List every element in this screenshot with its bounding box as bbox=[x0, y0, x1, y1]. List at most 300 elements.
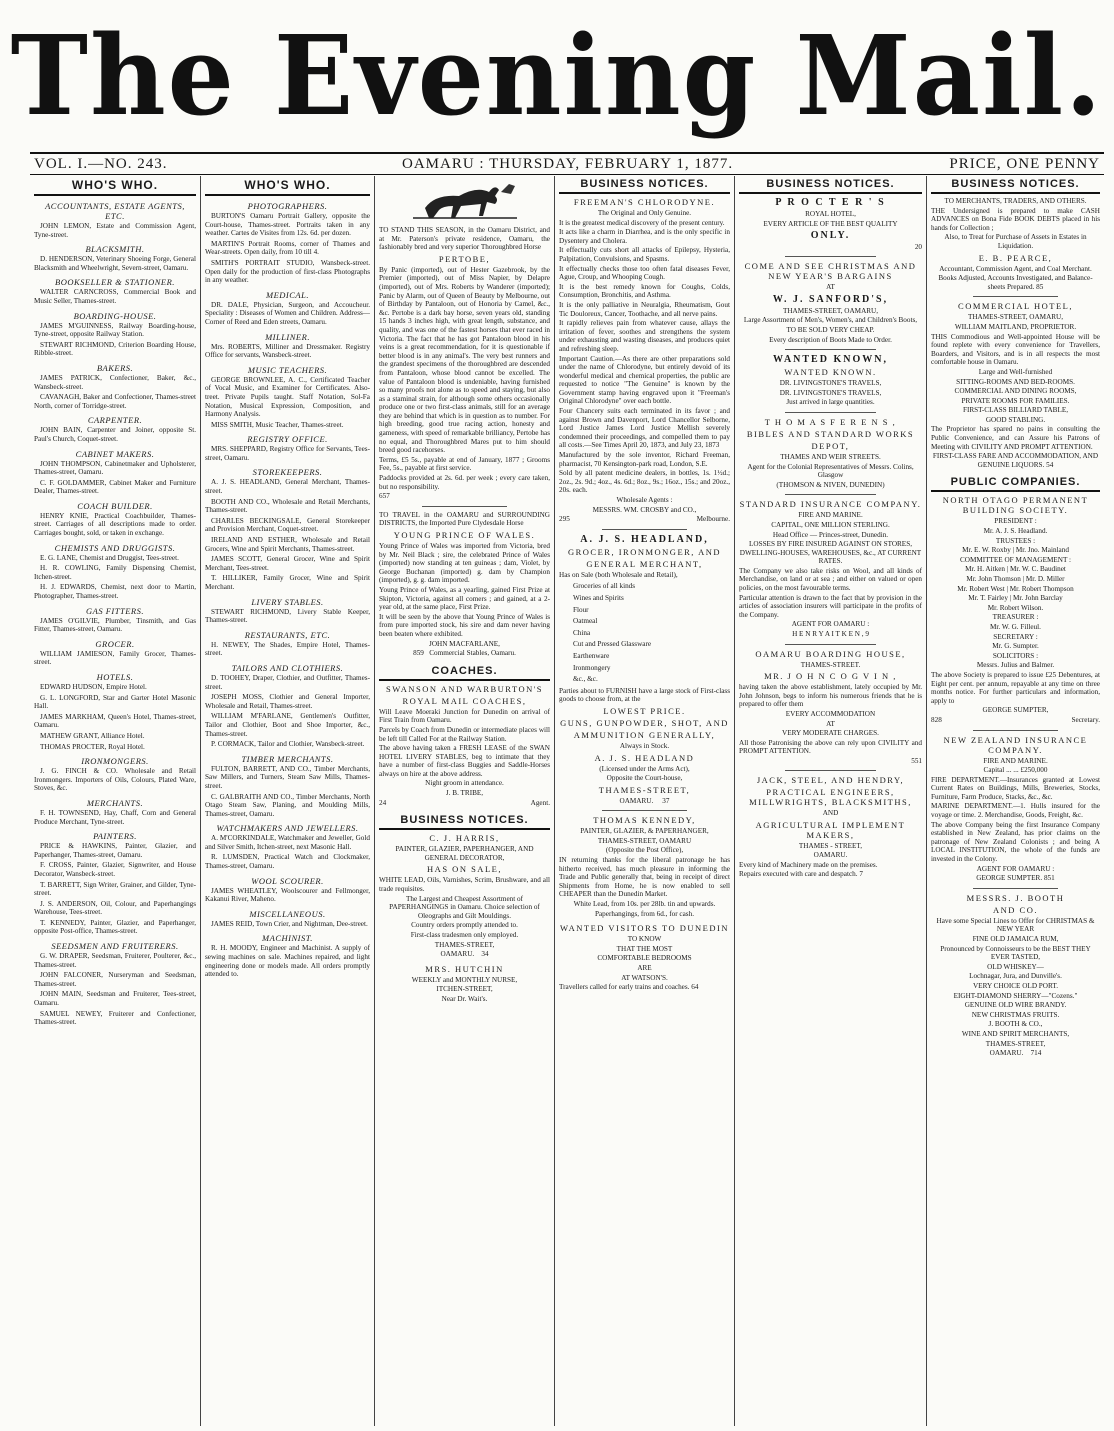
list-item: H. NEWEY, The Shades, Empire Hotel, Thames-street. bbox=[205, 640, 370, 658]
ad-footer bbox=[931, 716, 1100, 725]
list-item: G. W. DRAPER, Seedsman, Fruiterer, Poulterer, &c., Thames-street. bbox=[34, 952, 196, 969]
list-item: JOHN THOMPSON, Cabinetmaker and Upholsterer, Thames-street, Oamaru. bbox=[34, 459, 196, 477]
column-business-notices-2 bbox=[734, 176, 926, 1426]
ad-body: Paperhangings, from 6d., for cash. bbox=[594, 909, 694, 918]
section-heading: BAKERS. bbox=[96, 362, 134, 373]
ad-freeman-chlorodyne bbox=[559, 197, 730, 524]
section-heading: MACHINIST. bbox=[262, 933, 313, 944]
section-heading: IRONMONGERS. bbox=[81, 756, 149, 767]
divider bbox=[973, 730, 1058, 731]
ad-body: Mr. A. J. S. Headland. bbox=[983, 527, 1048, 536]
ad-jack-steel-hendry bbox=[739, 775, 922, 879]
ad-body: Wholesale Agents : bbox=[616, 496, 673, 504]
ad-subheading: PAINTER, GLAZIER, PAPERHANGER, AND GENERAL DECORATOR, bbox=[395, 845, 534, 862]
ad-heading: E. B. PEARCE, bbox=[978, 252, 1053, 263]
ad-body: Parties about to FURNISH have a large stock of First-class goods to choose from, at the bbox=[559, 686, 730, 704]
ad-town: OAMARU. bbox=[989, 1049, 1024, 1058]
list-item: R. H. MOODY, Engineer and Machinist. A supply of sewing machines on sale. Machines repaired, and light engineering done or models made. All orders promptly attended to. bbox=[205, 944, 370, 979]
ad-body: FIRST-CLASS BILLIARD TABLE, bbox=[962, 406, 1069, 415]
ad-body: Large Assortment of Men's, Women's, and Children's Boots, bbox=[743, 316, 918, 325]
ad-heading: MRS. HUTCHIN bbox=[425, 963, 504, 974]
ad-body: SITTING-ROOMS AND BED-ROOMS. bbox=[956, 377, 1075, 386]
list-item: JAMES M'GUINNESS, Railway Boarding-house, Tyne-street, opposite Railway Station. bbox=[34, 321, 196, 339]
ad-body: Mr. Robert West | Mr. Robert Thompson bbox=[957, 584, 1074, 593]
ad-body: THAMES-STREET, bbox=[985, 1039, 1046, 1048]
list-item: H. J. EDWARDS, Chemist, next door to Martin, Photographer, Thames-street. bbox=[34, 583, 196, 601]
ad-body: TO BE SOLD VERY CHEAP. bbox=[786, 325, 875, 334]
list-item: GEORGE BROWNLEE, A. C., Certificated Teacher of Vocal Music, and Examiner for Certificates. Also-treet. Private Pupils taught. Staff Notation, Sol-Fa Notation, Musical Expression, Composition, and Harmony Analysis. bbox=[205, 375, 370, 419]
ad-heading: AND CO. bbox=[993, 904, 1038, 915]
ad-coaches bbox=[379, 684, 550, 808]
ad-body: NEW CHRISTMAS FRUITS. bbox=[971, 1010, 1060, 1019]
ad-body: THE Undersigned is prepared to make CASH ADVANCES on Bona Fide BOOK DEBTS placed in his hands for Collection ; bbox=[931, 206, 1100, 232]
ad-address bbox=[379, 649, 550, 658]
section-heading: SEEDSMEN AND FRUITERERS. bbox=[51, 941, 179, 952]
ad-number: 657 bbox=[379, 492, 390, 501]
list-item: Mrs. ROBERTS, Milliner and Dressmaker. Registry Office for servants, Wansbeck-street. bbox=[205, 342, 370, 360]
ad-body: Mr. John Thomson | Mr. D. Miller bbox=[966, 575, 1065, 583]
ad-number: 7 bbox=[859, 870, 863, 879]
ad-body: MESSRS. WM. CROSBY and CO., bbox=[592, 505, 697, 514]
ad-body: Important Caution.—As there are other preparations sold under the name of Chlorodyne, but entirely devoid of its wonderful medical and chemical properties, the public are requested to notice "The Genuine" is known by the Government stamp having engraved upon it "Freeman's Original Chlorodyne" over each bottle. bbox=[559, 354, 730, 406]
ad-body: AT bbox=[826, 283, 835, 292]
list-item: MISS SMITH, Music Teacher, Thames-street. bbox=[211, 420, 344, 429]
ad-paddocks: Paddocks provided at 2s. 6d. per week ; every care taken, but no responsibility. bbox=[379, 474, 550, 491]
list-item: STEWART RICHMOND, Livery Stable Keeper, Thames-street. bbox=[205, 607, 370, 625]
list-item: H. R. COWLING, Family Dispensing Chemist, Itchen-street. bbox=[34, 564, 196, 581]
ad-body: THAMES-STREET, OAMARU, bbox=[782, 306, 879, 315]
column-business-notices-3 bbox=[926, 176, 1104, 1426]
ad-heading: OAMARU BOARDING HOUSE, bbox=[755, 648, 906, 659]
ad-body: MARINE DEPARTMENT.—1. Hulls insured for the voyage or time. 2. Merchandise, Goods, Freight, &c. bbox=[931, 802, 1100, 820]
ad-body: GEORGE SUMPTER, bbox=[982, 706, 1049, 715]
ad-body: Every description of Boots Made to Order. bbox=[769, 335, 892, 344]
ad-body: FINE OLD JAMAICA RUM, bbox=[972, 935, 1059, 943]
list-item: WILLIAM JAMIESON, Family Grocer, Thames-street. bbox=[34, 649, 196, 667]
list-item: J. G. FINCH & CO. Wholesale and Retail Ironmongers. Importers of Oils, Colours, Plated Ware, Stoves, &c. bbox=[34, 767, 196, 793]
ad-body: TRUSTEES : bbox=[995, 536, 1036, 545]
goods-list bbox=[559, 582, 730, 683]
ad-body: WILLIAM MAITLAND, PROPRIETOR. bbox=[954, 322, 1077, 331]
ad-body: AGENT FOR OAMARU : bbox=[976, 864, 1055, 873]
ad-body: AT WATSON'S. bbox=[621, 973, 668, 982]
list-item: A. J. S. HEADLAND, General Merchant, Thames-street. bbox=[205, 478, 370, 496]
list-item: MARTIN'S Portrait Rooms, corner of Thames and Wear-streets. Open daily, from 10 till 4. bbox=[205, 239, 370, 257]
column-heading: BUSINESS NOTICES. bbox=[559, 176, 730, 194]
list-item: G. L. LONGFORD, Star and Garter Hotel Masonic Hall. bbox=[34, 693, 196, 711]
ad-body: The Company we also take risks on Wool, and all kinds of Merchandise, on land or at sea ; and either on valued or open policies, on the most favourable terms. bbox=[739, 566, 922, 593]
ad-heading: TO MERCHANTS, TRADERS, AND OTHERS. bbox=[944, 197, 1087, 205]
ad-body: having taken the above establishment, lately occupied by Mr. John Johnson, begs to inform his numerous friends that he is prepared to offer them bbox=[739, 683, 922, 709]
ad-body-text: Books Adjusted, Accounts Investigated, and Balance-sheets Prepared. bbox=[938, 274, 1093, 291]
ad-town: OAMARU. bbox=[440, 950, 475, 959]
ad-heading: P R O C T E R ' S bbox=[775, 197, 886, 208]
ad-intro: TO TRAVEL in the OAMARU and SURROUNDING DISTRICTS, the Imported Pure Clydesdale Horse bbox=[379, 510, 550, 528]
ad-heading: AMMUNITION GENERALLY, bbox=[573, 729, 716, 740]
ad-body: GOOD STABLING. bbox=[985, 415, 1046, 424]
list-item: JOHN FALCONER, Nurseryman and Seedsman, Thames-street. bbox=[34, 971, 196, 988]
ad-body: Has on Sale (both Wholesale and Retail), bbox=[559, 570, 678, 579]
ad-heading: THOMAS KENNEDY, bbox=[593, 815, 696, 826]
ad-footer bbox=[559, 983, 730, 992]
ad-body: Mr. G. Sumpter. bbox=[992, 642, 1039, 651]
column-heading: WHO'S WHO. bbox=[205, 176, 370, 196]
ad-body: Have some Special Lines to Offer for CHRISTMAS & NEW YEAR bbox=[936, 916, 1095, 934]
list-item: JAMES SCOTT, General Grocer, Wine and Spirit Merchant, Tees-street. bbox=[205, 555, 370, 572]
ad-body bbox=[931, 1049, 1100, 1058]
ad-body: The Largest and Cheapest Assortment of PAPERHANGINGS in Oamaru. Choice selection of Oleographs and Gilt Mouldings. bbox=[389, 894, 540, 920]
ad-body: OLD WHISKEY— bbox=[987, 962, 1044, 971]
ad-body: Messrs. Julius and Balmer. bbox=[976, 661, 1055, 670]
ad-body: Parcels by Coach from Dunedin or intermediate places will be left till Called For at the Railway Station. bbox=[379, 725, 550, 743]
section-heading: ACCOUNTANTS, ESTATE AGENTS, ETC. bbox=[45, 201, 185, 221]
list-item: T. KENNEDY, Painter, Glazier, and Paperhanger, opposite Post-office, Thames-street. bbox=[34, 918, 196, 936]
ad-body: Four Chancery suits each terminated in its favor ; and against Brown and Davenport, Lord Chancellor Selborne, Lord Justice James Lord Justice Mellish severely condemned their proceedings, and compelled them to pay all costs.—See Times April 20, 1873, and July 23, 1873 bbox=[559, 407, 730, 450]
ad-subheading: (Opposite the Post Office), bbox=[605, 846, 684, 855]
ad-heading: GROCER, IRONMONGER, AND bbox=[567, 546, 722, 557]
divider bbox=[785, 770, 877, 771]
list-item: SAMUEL NEWEY, Fruiterer and Confectioner, Thames-street. bbox=[34, 1009, 196, 1027]
ad-booth bbox=[931, 893, 1100, 1058]
section-heading: PHOTOGRAPHERS. bbox=[247, 201, 328, 211]
ad-number: 54 bbox=[1046, 460, 1054, 469]
ad-body: Mr. Robert Wilson. bbox=[987, 603, 1044, 612]
ad-heading: COMMERCIAL HOTEL, bbox=[958, 301, 1073, 312]
ad-intro: TO STAND THIS SEASON, in the Oamaru District, and at Mr. Paterson's private residence, Oamaru, the fashionably bred and very superior Thoroughbred Horse bbox=[379, 226, 550, 252]
section-heading: REGISTRY OFFICE. bbox=[247, 434, 328, 445]
ad-body: Manufactured by the sole inventor, Richard Freeman, pharmacist, 70 Kensington-park road, London, S.E. bbox=[559, 451, 730, 468]
ad-body: THAMES-STREET. bbox=[800, 660, 861, 669]
ad-body: Every kind of Machinery made on the premises. bbox=[739, 860, 878, 869]
ad-body: First-class tradesmen only employed. bbox=[410, 931, 519, 939]
ad-standard-insurance bbox=[739, 499, 922, 638]
list-item: D. HENDERSON, Veterinary Shoeing Forge, General Blacksmith and Wheelwright, Severn-street, Oamaru. bbox=[34, 255, 196, 272]
list-item: DR. DALE, Physician, Surgeon, and Accoucheur. Speciality : Diseases of Women and Children. Address—Corner of Reed and Eden streets, Oamaru. bbox=[205, 300, 370, 326]
list-item: BURTON'S Oamaru Portrait Gallery, opposite the Court-house, Thames-street. Portraits taken in any weather. Cartes de Visites from 12s. 6d. per dozen. bbox=[205, 212, 370, 238]
ad-heading: FREEMAN'S CHLORODYNE. bbox=[573, 197, 716, 207]
ad-body: Agent for the Colonial Representatives of Messrs. Colins, Glasgow bbox=[747, 462, 914, 480]
ad-body: EVERY ARTICLE OF THE BEST QUALITY bbox=[763, 219, 898, 228]
list-item: STEWART RICHMOND, Criterion Boarding House, Ribble-street. bbox=[34, 340, 196, 358]
ad-sanford bbox=[739, 261, 922, 344]
list-item: PRICE & HAWKINS, Painter, Glazier, and Paperhanger, Thames-street, Oamaru. bbox=[34, 842, 196, 859]
divider bbox=[785, 494, 877, 495]
price: PRICE, ONE PENNY bbox=[949, 156, 1100, 172]
ad-body: Travellers called for early trains and coaches. bbox=[559, 983, 690, 992]
section-heading: WOOL SCOURER. bbox=[251, 875, 324, 886]
section-heading: MUSIC TEACHERS. bbox=[247, 364, 328, 375]
ad-footer bbox=[739, 870, 922, 879]
ad-body: White Lead, from 10s. per 28lb. tin and upwards. bbox=[573, 900, 716, 909]
list-item: F. H. TOWNSEND, Hay, Chaff, Corn and General Produce Merchant, Tyne-street. bbox=[34, 808, 196, 826]
ad-body: Mr. H. Aitken | Mr. W. C. Baudinet bbox=[965, 565, 1066, 574]
column-whos-who-2 bbox=[200, 176, 374, 1426]
list-item: E. G. LANE, Chemist and Druggist, Tees-street. bbox=[40, 553, 179, 562]
section-heading-coaches: COACHES. bbox=[379, 663, 550, 681]
ad-body: COMFORTABLE BEDROOMS bbox=[597, 954, 692, 963]
ad-pearce bbox=[931, 197, 1100, 291]
list-item: FULTON, BARRETT, AND CO., Timber Merchants, Saw Millers, and Turners, Steam Saw Mills, Thames-street. bbox=[205, 764, 370, 790]
ad-heading: COME AND SEE CHRISTMAS AND NEW YEAR'S BARGAINS bbox=[744, 261, 917, 282]
ad-body: Also, to Treat for Purchase of Assets in Estates in Liquidation. bbox=[944, 233, 1087, 250]
ad-headland bbox=[559, 534, 730, 806]
section-heading-public-companies: PUBLIC COMPANIES. bbox=[931, 474, 1100, 492]
column-stud-and-coaches bbox=[374, 176, 554, 1426]
ad-body: It effectually cuts short all attacks of Epilepsy, Hysteria, Palpitation, Convulsions, and Spasms. bbox=[559, 246, 730, 263]
ad-body: Near Dr. Wait's. bbox=[441, 994, 488, 1003]
ad-body bbox=[559, 797, 730, 806]
horse-name: YOUNG PRINCE OF WALES. bbox=[393, 530, 536, 540]
ad-heading: AGRICULTURAL IMPLEMENT MAKERS, bbox=[755, 819, 906, 840]
section-heading: MISCELLANEOUS. bbox=[249, 908, 326, 919]
divider bbox=[785, 412, 877, 413]
ad-body: Capital ... ... £250,000 bbox=[983, 766, 1048, 775]
list-item: T. BARRETT, Sign Writer, Grainer, and Gilder, Tyne-street. bbox=[34, 880, 196, 898]
ad-body: DR. LIVINGSTONE'S TRAVELS, bbox=[779, 379, 882, 388]
ad-boarding-house bbox=[739, 649, 922, 765]
ad-heading: STANDARD INSURANCE COMPANY. bbox=[739, 499, 922, 510]
divider bbox=[422, 506, 508, 507]
ad-body: All those Patronising the above can rely upon CIVILITY and PROMPT ATTENTION. bbox=[739, 738, 922, 756]
ad-body: EVERY ACCOMMODATION bbox=[785, 710, 876, 718]
ad-number: 295 bbox=[559, 515, 570, 524]
ad-body: It will be seen by the above that Young Prince of Wales is from pure imported stock, his sire and dam never having been beaten where exhibited. bbox=[379, 612, 550, 638]
ad-heading: SWANSON AND WARBURTON'S bbox=[385, 683, 544, 694]
section-heading: CHEMISTS AND DRUGGISTS. bbox=[54, 542, 176, 553]
ad-agent: Agent. bbox=[530, 798, 550, 807]
list-item: T. HILLIKER, Family Grocer, Wine and Spirit Merchant. bbox=[205, 574, 370, 591]
ad-body: (Licensed under the Arms Act), bbox=[599, 764, 690, 773]
ad-harris bbox=[379, 833, 550, 959]
ad-body: COMMITTEE OF MANAGEMENT : bbox=[959, 555, 1072, 564]
section-heading-business: BUSINESS NOTICES. bbox=[379, 812, 550, 830]
divider bbox=[602, 810, 688, 811]
ad-heading: ROYAL MAIL COACHES, bbox=[402, 695, 527, 706]
section-heading: BOOKSELLER & STATIONER. bbox=[55, 277, 175, 288]
ad-body: GENUINE OLD WIRE BRANDY. bbox=[964, 1001, 1067, 1010]
ad-body: ITCHEN-STREET, bbox=[436, 985, 493, 994]
ad-heading: MR. J O H N C O G V I N , bbox=[764, 671, 897, 682]
ad-heading: GENERAL MERCHANT, bbox=[586, 558, 703, 569]
ad-nz-insurance bbox=[931, 735, 1100, 883]
divider bbox=[973, 888, 1058, 889]
ad-body: EIGHT-DIAMOND SHERRY—"Cozens." bbox=[953, 991, 1078, 1000]
ad-footer bbox=[559, 515, 730, 524]
ad-role: Secretary. bbox=[1071, 715, 1100, 724]
ad-body: Young Prince of Wales, as a yearling, gained First Prize at Skipton, Victoria, against all comers ; and gained, at a 2-year old, at the same place, First Prize. bbox=[379, 585, 550, 612]
ad-body: Accountant, Commission Agent, and Coal Merchant. bbox=[939, 264, 1092, 273]
ad-body: Sold by all patent medicine dealers, in bottles, 1s. 1½d.; 2oz., 2s. 9d.; 4oz., 4s. 6d.; 8oz., 9s.; 16oz., 15s.; and 20oz., 20s. each. bbox=[559, 469, 730, 495]
ad-body: It effectually checks those too often fatal diseases Fever, Ague, Croup, and Whooping Cough. bbox=[559, 264, 730, 282]
dateline-bar bbox=[30, 152, 1104, 175]
list-item: WALTER CARNCROSS, Commercial Book and Music Seller, Thames-street. bbox=[34, 288, 196, 305]
ad-procter bbox=[739, 197, 922, 251]
ad-building-society bbox=[931, 495, 1100, 724]
section-heading: GAS FITTERS. bbox=[86, 605, 144, 616]
ad-body: Pronounced by Connoisseurs to be the BEST THEY EVER TASTED, bbox=[940, 944, 1091, 962]
ad-kennedy bbox=[559, 815, 730, 918]
ad-subheading: The Original and Only Genuine. bbox=[597, 209, 692, 217]
list-item: Oatmeal bbox=[573, 617, 598, 626]
ad-body: PRIVATE ROOMS FOR FAMILIES. bbox=[961, 396, 1070, 405]
ad-body: The above Society is prepared to issue £25 Debentures, at Eight per cent. per annum, repayable at any time on three months notice. For further particulars and information, apply to bbox=[931, 670, 1100, 705]
divider bbox=[785, 644, 877, 645]
ad-body: TO KNOW bbox=[627, 935, 662, 944]
issue-date: OAMARU : THURSDAY, FEBRUARY 1, 1877. bbox=[402, 156, 734, 172]
ad-commercial-hotel bbox=[931, 301, 1100, 469]
ad-body: It acts like a charm in Diarrhea, and is the only specific in Dysentery and Cholera. bbox=[559, 228, 730, 245]
column-heading: BUSINESS NOTICES. bbox=[931, 176, 1100, 194]
ad-agent bbox=[739, 630, 922, 639]
list-item: D. TOOHEY, Draper, Clothier, and Outfitter, Thames-street. bbox=[205, 673, 370, 691]
ad-young-prince-of-wales bbox=[379, 511, 550, 658]
ad-body: The above having taken a FRESH LEASE of the SWAN HOTEL LIVERY STABLES, beg to intimate that they have a number of first-class Buggies and Saddle-Horses always on hire at the above address. bbox=[379, 744, 550, 778]
ad-body: Large and Well-furnished bbox=[978, 367, 1053, 376]
ad-subheading: THAMES-STREET, OAMARU bbox=[597, 836, 692, 845]
ad-subheading: PAINTER, GLAZIER, & PAPERHANGER, bbox=[580, 827, 709, 836]
list-item: THOMAS PROCTER, Royal Hotel. bbox=[40, 742, 145, 751]
ad-body: THAMES-STREET, OAMARU, bbox=[967, 313, 1064, 322]
ad-body: Mr. W. G. Filleul. bbox=[990, 622, 1041, 631]
ad-body: Lochnagar, Jura, and Dunville's. bbox=[969, 972, 1062, 981]
divider bbox=[785, 256, 877, 257]
list-item: P. CORMACK, Tailor and Clothier, Wansbeck-street. bbox=[211, 740, 365, 749]
ad-body: It is the only palliative in Neuralgia, Rheumatism, Gout Tic Douloreux, Cancer, Toothache, and all nerve pains. bbox=[559, 300, 730, 318]
ad-heading: DEPOT, bbox=[811, 440, 850, 451]
list-item: JAMES PATRICK, Confectioner, Baker, &c., Wansbeck-street. bbox=[34, 373, 196, 391]
ad-number: 34 bbox=[481, 950, 489, 959]
ad-ferens bbox=[739, 417, 922, 489]
list-item: China bbox=[573, 628, 591, 637]
list-item: IRELAND AND ESTHER, Wholesale and Retail Grocers, Wine and Spirit Merchants, Thames-street. bbox=[205, 536, 370, 553]
ad-body: TREASURER : bbox=[992, 613, 1039, 622]
ad-subheading: ROYAL HOTEL, bbox=[805, 210, 856, 218]
section-heading: MEDICAL. bbox=[266, 289, 309, 300]
ad-body: AND bbox=[822, 808, 839, 817]
ad-heading: C. J. HARRIS, bbox=[429, 833, 500, 844]
masthead-title: The Evening Mail. bbox=[10, 10, 1104, 141]
list-item: JAMES MARKHAM, Queen's Hotel, Thames-street, Oamaru. bbox=[34, 712, 196, 730]
divider bbox=[785, 349, 877, 350]
ad-agent-name: H E N R Y A I T K E N , bbox=[792, 630, 864, 639]
ad-body bbox=[931, 274, 1100, 291]
ad-body: Particular attention is drawn to the fact that by provision in the articles of association insurers will participate in the profits of the Company. bbox=[739, 593, 922, 619]
ad-body: It rapidly relieves pain from whatever cause, allays the irritation of fever, soothes and strengthens the system under exhausting and wasting diseases, and produces quiet and refreshing sleep. bbox=[559, 319, 730, 353]
ad-body bbox=[379, 950, 550, 959]
section-heading: PAINTERS. bbox=[93, 831, 137, 842]
horse-name: PERTOBE, bbox=[438, 253, 491, 264]
ad-number: 714 bbox=[1030, 1049, 1042, 1058]
ad-body: THAMES AND WEIR STREETS. bbox=[780, 452, 881, 461]
list-item: CAVANAGH, Baker and Confectioner, Thames-street North, corner of Torridge-street. bbox=[34, 393, 196, 410]
ad-heading: JACK, STEEL, AND HENDRY, bbox=[756, 774, 905, 785]
ad-body: Mr. T. Fairley | Mr. John Barclay bbox=[968, 594, 1063, 603]
horse-engraving-icon bbox=[405, 178, 525, 224]
ad-city: Melbourne. bbox=[696, 515, 730, 524]
section-heading: BLACKSMITH. bbox=[85, 244, 145, 255]
list-item: C. F. GOLDAMMER, Cabinet Maker and Furniture Dealer, Thames-street. bbox=[34, 478, 196, 496]
ad-number: 9 bbox=[865, 630, 869, 639]
ad-body: (THOMSON & NIVEN, DUNEDIN) bbox=[776, 480, 885, 489]
ad-heading: WANTED KNOWN, bbox=[773, 354, 888, 366]
ad-heading: T H O M A S F E R E N S , bbox=[764, 416, 897, 427]
ad-body: J. BOOTH & CO., bbox=[988, 1020, 1043, 1029]
ad-body: SECRETARY : bbox=[993, 632, 1038, 641]
ad-heading: NORTH OTAGO PERMANENT BUILDING SOCIETY. bbox=[942, 495, 1089, 516]
masthead bbox=[0, 0, 1114, 150]
ad-body: THIS Commodious and Well-appointed House will be found replete with every convenience for Travellers, Boarders, and Visitors, and is in all respects the most comfortable house in Oamaru. bbox=[931, 332, 1100, 367]
list-item: SMITH'S PORTRAIT STUDIO, Wansbeck-street. Open daily for the production of first-class Photographs in any weather. bbox=[205, 258, 370, 285]
ad-body: AGENT FOR OAMARU : bbox=[791, 620, 870, 629]
list-item: Wines and Spirits bbox=[573, 593, 624, 602]
ad-body: The above Company being the first Insurance Company established in New Zealand, has prior claims on the patronage of New Zealand Colonists ; and being A LOCAL INSTITUTION, the whole of the funds are invested in the Colony. bbox=[931, 820, 1100, 864]
ad-heading: BIBLES AND STANDARD WORKS bbox=[746, 428, 915, 439]
section-heading: STOREKEEPERS. bbox=[252, 467, 323, 478]
list-item: BOOTH AND CO., Wholesale and Retail Merchants, Thames-street. bbox=[205, 497, 370, 515]
ad-body: Night groom in attendance. bbox=[425, 779, 504, 788]
list-item: JOHN MAIN, Seedsman and Fruiterer, Tees-street, Oamaru. bbox=[34, 990, 196, 1008]
ad-body: The Proprietor has spared no pains in consulting the Public Convenience, and can Assure his Patrons of Meeting with CIVILITY AND PROMPT ATTENTION. bbox=[931, 425, 1100, 451]
ad-body: OAMARU. bbox=[813, 851, 848, 860]
ad-wanted-known bbox=[739, 354, 922, 407]
ad-number: 859 bbox=[413, 649, 424, 658]
ad-heading: THAMES-STREET, bbox=[598, 784, 691, 795]
list-item: Flour bbox=[573, 605, 589, 614]
ad-body: THAMES - STREET, bbox=[798, 841, 863, 850]
ad-heading: A. J. S. HEADLAND bbox=[594, 752, 695, 763]
ad-body: It is the best remedy known for Coughs, Colds, Consumption, Bronchitis, and Asthma. bbox=[559, 282, 730, 300]
ad-heading: PRACTICAL ENGINEERS, MILLWRIGHTS, BLACKSMITHS, bbox=[749, 786, 912, 807]
list-item: JAMES REID, Town Crier, and Nightman, Dee-street. bbox=[211, 919, 368, 928]
ad-body: By Panic (imported), out of Hester Gazebrook, by the Premier (imported), out of Miss Napier, by Delapre (imported), out of Mrs. Roberts by Wanderer (imported); Panic by Alarm, out of Queen of Beauty by Melbourne, out of Birthday by Pantaloon, out of Honoria by Camel, &c., &c. Pertobe is a dark bay horse, seven years old, standing 15 hands 3 inches high, with great length, substance, and quality, and was one of the fastest horses that ever raced in Victoria. The fact that he has got Pantaloon blood in his veins is a great recommendation, for it is questionable if better blood is in any animal's. The very best runners and the grandest specimens of the thoroughbred are descended from Pantaloon, whose blood cannot be excelled. The value of Pantaloon blood is undeniable, having furnished so many proofs not alone as to speed and staying, but also as a staminal strain, for although some others occasionally produce one or two first-class animals, still for an average they are behind that which is in question as to number. For high breeding, good true racing action, honesty and gameness, with speed of remarkable brilliancy, Pertobe has no equal, and Thoroughbred Mares put to him should breed good racehorses. bbox=[379, 265, 550, 455]
ad-subheading: FIRE AND MARINE. bbox=[983, 756, 1048, 765]
ad-heading: WANTED VISITORS TO DUNEDIN bbox=[560, 923, 729, 934]
ad-subheading: FIRE AND MARINE. bbox=[798, 511, 863, 520]
section-heading: GROCER. bbox=[95, 638, 135, 649]
list-item: Earthenware bbox=[573, 651, 610, 660]
list-item: Groceries of all kinds bbox=[573, 582, 636, 591]
list-item: C. GALBRAITH AND CO., Timber Merchants, North Otago Steam Saw, Planing, and Moulding Mills, Thames-street, Oamaru. bbox=[205, 792, 370, 818]
ad-number: 85 bbox=[1036, 282, 1044, 291]
ad-footer bbox=[379, 799, 550, 808]
ad-body: CAPITAL, ONE MILLION STERLING. bbox=[771, 520, 890, 529]
ad-heading: ONLY. bbox=[810, 230, 851, 242]
list-item: HENRY KNIE, Practical Coachbuilder, Thames-street. Carriages of all descriptions made to order. Carriages bought, sold, or taken in exchange. bbox=[34, 511, 196, 538]
ad-body: PRESIDENT : bbox=[994, 517, 1037, 526]
section-heading: TAILORS AND CLOTHIERS. bbox=[231, 662, 344, 673]
ad-body: Mr. E. W. Roxby | Mr. Jno. Mainland bbox=[962, 546, 1069, 555]
ad-body: WHITE LEAD, Oils, Varnishes, Scrim, Brushware, and all trade requisites. bbox=[379, 876, 550, 894]
ad-body: THAT THE MOST bbox=[616, 944, 673, 953]
divider bbox=[602, 529, 688, 530]
ad-body: AT bbox=[826, 719, 835, 728]
ad-body bbox=[931, 452, 1100, 469]
section-heading: RESTAURANTS, ETC. bbox=[244, 629, 331, 640]
list-item: Cut and Pressed Glassware bbox=[573, 640, 652, 649]
ad-body: COMMERCIAL AND DINING ROOMS, bbox=[954, 387, 1077, 396]
ad-signature: J. B. TRIBE, bbox=[445, 789, 484, 798]
list-item: MATHEW GRANT, Alliance Hotel. bbox=[40, 731, 145, 740]
section-heading: MILLINER. bbox=[265, 331, 310, 342]
ad-heading: HAS ON SALE, bbox=[427, 864, 502, 875]
list-item: A. M'CORKINDALE, Watchmaker and Jeweller, Gold and Silver Smith, Itchen-street, next Masonic Hall. bbox=[205, 834, 370, 851]
ad-body bbox=[931, 874, 1100, 883]
directory-list bbox=[205, 201, 370, 979]
ad-number: 24 bbox=[379, 798, 387, 807]
ad-agent-name: GEORGE SUMPTER. bbox=[976, 874, 1043, 883]
divider bbox=[973, 296, 1058, 297]
ad-heading: A. J. S. HEADLAND, bbox=[580, 533, 709, 545]
